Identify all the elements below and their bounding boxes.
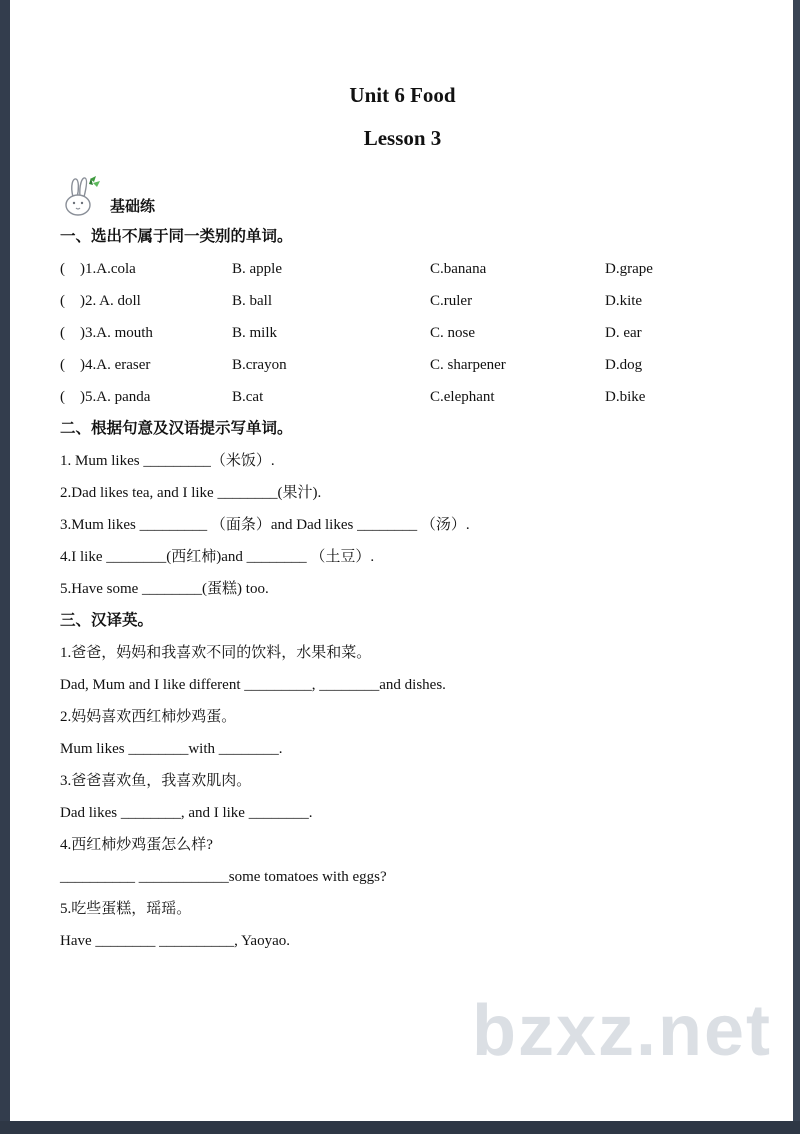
- question-cell: D.bike: [605, 389, 646, 405]
- fill-in-line: 4.I like ________(西红柿)and ________ （土豆）.: [60, 549, 375, 565]
- question-cell: C. nose: [430, 325, 475, 341]
- translation-line: 5.吃些蛋糕，瑶瑶。: [60, 901, 192, 917]
- question-cell: B.cat: [232, 389, 264, 405]
- question-cell: B. apple: [232, 261, 282, 277]
- fill-in-line: 2.Dad likes tea, and I like ________(果汁).: [60, 485, 322, 501]
- translation-line: Mum likes ________with ________.: [60, 741, 283, 757]
- lesson-title: Lesson 3: [363, 126, 442, 150]
- site-watermark: bzxz.net: [471, 991, 772, 1071]
- translation-line: __________ ____________some tomatoes with eggs?: [60, 869, 387, 885]
- section-three-heading: 三、汉译英。: [60, 612, 154, 629]
- translation-line: Dad likes ________, and I like ________.: [60, 805, 313, 821]
- question-cell: C. sharpener: [430, 357, 506, 373]
- section-one-questions: [60, 259, 745, 419]
- translation-line: Dad, Mum and I like different _________, ________and dishes.: [60, 677, 446, 693]
- translation-line: Have ________ __________, Yaoyao.: [60, 933, 290, 949]
- section-one-heading: 一、选出不属于同一类别的单词。: [60, 228, 293, 245]
- practice-badge-row: [60, 173, 745, 217]
- question-cell: ( )1.A.cola: [60, 261, 136, 277]
- unit-title: Unit 6 Food: [349, 83, 456, 107]
- question-cell: B. milk: [232, 325, 278, 341]
- question-cell: ( )4.A. eraser: [60, 357, 151, 373]
- translation-line: 1.爸爸，妈妈和我喜欢不同的饮料，水果和菜。: [60, 645, 372, 661]
- translation-line: 2.妈妈喜欢西红柿炒鸡蛋。: [60, 709, 237, 725]
- section-two-heading: 二、根据句意及汉语提示写单词。: [60, 420, 293, 437]
- question-cell: C.ruler: [430, 293, 473, 309]
- page-bottom-border: [0, 1121, 800, 1134]
- question-cell: C.elephant: [430, 389, 495, 405]
- question-cell: D.kite: [605, 293, 643, 309]
- rabbit-icon: [60, 175, 106, 217]
- question-cell: B.crayon: [232, 357, 287, 373]
- fill-in-line: 1. Mum likes _________（米饭）.: [60, 453, 275, 469]
- question-cell: B. ball: [232, 293, 272, 309]
- fill-in-line: 5.Have some ________(蛋糕) too.: [60, 581, 269, 597]
- question-cell: D.dog: [605, 357, 643, 373]
- question-cell: ( )3.A. mouth: [60, 325, 153, 341]
- question-cell: D. ear: [605, 325, 642, 341]
- question-cell: C.banana: [430, 261, 487, 277]
- translation-line: 4.西红柿炒鸡蛋怎么样?: [60, 837, 213, 853]
- translation-line: 3.爸爸喜欢鱼，我喜欢肌肉。: [60, 773, 252, 789]
- question-cell: ( )5.A. panda: [60, 389, 151, 405]
- fill-in-line: 3.Mum likes _________ （面条）and Dad likes ________ （汤）.: [60, 517, 470, 533]
- question-cell: D.grape: [605, 261, 653, 277]
- practice-badge: 基础练: [110, 198, 156, 215]
- question-cell: ( )2. A. doll: [60, 293, 141, 309]
